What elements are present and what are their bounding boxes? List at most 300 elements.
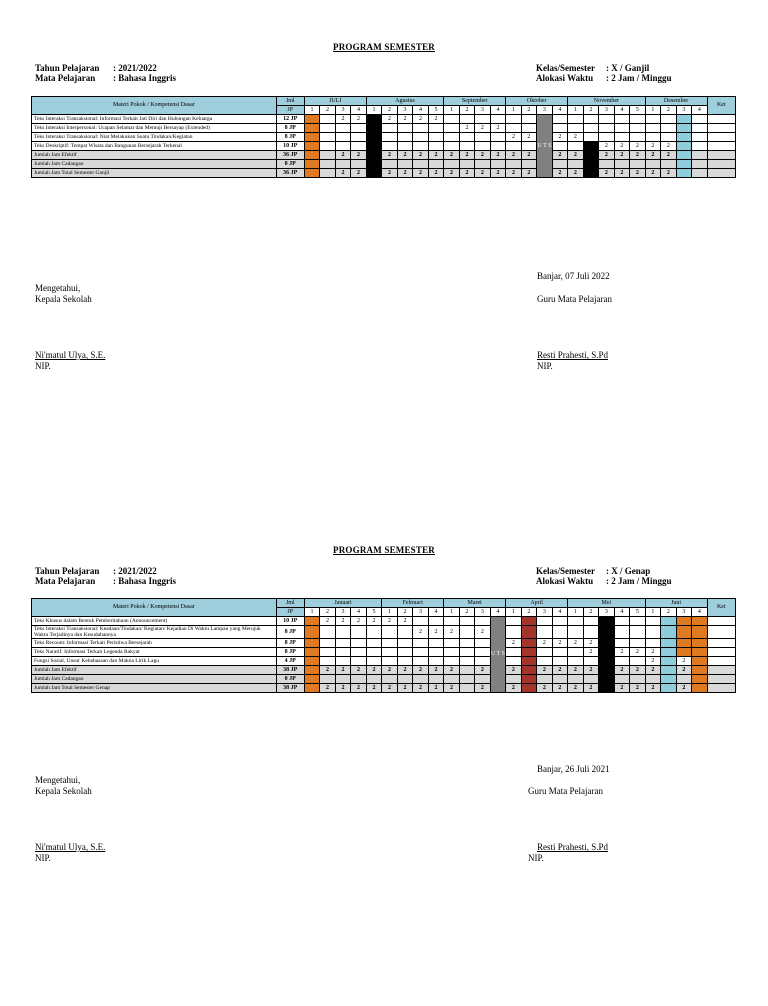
- week-cell: [320, 639, 335, 648]
- month-header: JULI: [304, 97, 366, 106]
- week-cell: [351, 648, 366, 657]
- week-cell: [475, 639, 490, 648]
- exam-cell: [521, 666, 536, 675]
- week-number: 2: [521, 608, 536, 617]
- uts-cell: U T S: [490, 617, 506, 693]
- week-cell: [459, 142, 474, 151]
- week-cell: [335, 142, 350, 151]
- week-number: 4: [692, 106, 708, 115]
- guru-name-text: Resti Prahesti, S.Pd: [537, 350, 609, 360]
- week-cell: [320, 115, 335, 124]
- jp-cell: 10 JP: [276, 142, 304, 151]
- week-cell: 2: [645, 169, 660, 178]
- week-cell: [335, 657, 350, 666]
- meta-right-genap: [536, 566, 672, 586]
- week-number: 4: [490, 608, 506, 617]
- week-number: 5: [428, 106, 444, 115]
- holiday-cell: [304, 666, 319, 675]
- week-cell: 2: [506, 639, 521, 648]
- week-cell: [459, 160, 474, 169]
- highlight-cell: [676, 124, 691, 133]
- week-cell: [444, 124, 459, 133]
- week-cell: 2: [320, 684, 335, 693]
- week-cell: 2: [428, 684, 444, 693]
- week-cell: [428, 617, 444, 626]
- mengetahui-genap: Mengetahui,: [35, 775, 81, 785]
- week-cell: [630, 626, 646, 639]
- week-cell: 2: [568, 151, 583, 160]
- week-cell: [335, 648, 350, 657]
- week-cell: [552, 617, 568, 626]
- holiday-cell: [304, 124, 319, 133]
- week-cell: [568, 142, 583, 151]
- week-number: 3: [335, 608, 350, 617]
- week-number: 4: [490, 106, 506, 115]
- week-cell: [320, 151, 335, 160]
- kepala-name-text: Ni'matul Ulya, S.E.: [35, 842, 106, 852]
- kelas-label: Kelas/Semester: [536, 63, 595, 73]
- week-cell: [568, 657, 583, 666]
- week-cell: 2: [335, 617, 350, 626]
- week-cell: 2: [490, 151, 506, 160]
- materi-cell: Teks Interaksi Transaksional: Niat Melakukan Suatu Tindakan/Kegiatan: [32, 133, 277, 142]
- week-cell: 2: [537, 666, 552, 675]
- tahun-label: Tahun Pelajaran: [35, 63, 100, 73]
- week-cell: [614, 115, 629, 124]
- highlight-cell: [661, 675, 676, 684]
- highlight-cell: [661, 639, 676, 648]
- holiday-cell: [676, 626, 691, 639]
- week-number: 3: [413, 608, 428, 617]
- week-number: 4: [552, 106, 568, 115]
- week-cell: 2: [397, 684, 412, 693]
- meta-left-genap: [35, 566, 176, 586]
- week-cell: [552, 626, 568, 639]
- jml-header: Jml: [276, 599, 304, 608]
- materi-cell: Jumlah Jam Efektif: [32, 151, 277, 160]
- week-cell: [320, 657, 335, 666]
- kepala-nip-genap: NIP.: [35, 853, 51, 863]
- holiday-cell: [304, 657, 319, 666]
- materi-header: Materi Pokok / Kompetensi Dasar: [32, 97, 277, 115]
- highlight-cell: [676, 151, 691, 160]
- week-cell: [351, 626, 366, 639]
- table-row: [32, 151, 736, 160]
- week-cell: [444, 142, 459, 151]
- week-cell: 2: [444, 626, 459, 639]
- week-cell: 2: [630, 666, 646, 675]
- week-cell: 2: [397, 169, 412, 178]
- week-cell: [537, 648, 552, 657]
- week-cell: 2: [444, 684, 459, 693]
- week-cell: [397, 124, 412, 133]
- week-cell: [521, 124, 536, 133]
- highlight-cell: [676, 169, 691, 178]
- week-cell: 2: [537, 639, 552, 648]
- week-cell: [351, 657, 366, 666]
- week-cell: [692, 151, 708, 160]
- week-cell: [382, 160, 397, 169]
- week-cell: [397, 648, 412, 657]
- week-cell: [459, 684, 474, 693]
- holiday-cell: [304, 626, 319, 639]
- week-cell: 2: [428, 666, 444, 675]
- materi-cell: Teks Khusus dalam Bentuk Pemberitahuan (Announcement): [32, 617, 277, 626]
- week-number: 1: [382, 608, 397, 617]
- week-number: 1: [645, 106, 660, 115]
- week-number: 5: [630, 608, 646, 617]
- jp-cell: 0 JP: [276, 675, 304, 684]
- week-cell: [459, 648, 474, 657]
- week-cell: [506, 160, 521, 169]
- materi-cell: Jumlah Jam Total Semester Genap: [32, 684, 277, 693]
- holiday-cell: [304, 160, 319, 169]
- week-cell: 2: [552, 666, 568, 675]
- week-cell: 2: [630, 169, 645, 178]
- week-cell: [614, 124, 629, 133]
- week-number: 3: [537, 608, 552, 617]
- week-cell: 2: [413, 169, 428, 178]
- week-cell: 2: [320, 666, 335, 675]
- week-cell: [475, 657, 490, 666]
- blocked-cell: [366, 151, 381, 160]
- jp-cell: 0 JP: [276, 160, 304, 169]
- week-cell: 2: [645, 684, 660, 693]
- kepala-name-text: Ni'matul Ulya, S.E.: [35, 350, 106, 360]
- holiday-cell: [692, 675, 708, 684]
- week-cell: [568, 675, 583, 684]
- mapel-value: : Bahasa Inggris: [113, 73, 177, 83]
- exam-cell: [521, 617, 536, 626]
- week-cell: [413, 639, 428, 648]
- holiday-cell: [304, 639, 319, 648]
- week-cell: [351, 675, 366, 684]
- jp-cell: 38 JP: [276, 666, 304, 675]
- week-cell: 2: [506, 684, 521, 693]
- week-cell: 2: [552, 151, 568, 160]
- week-number: 3: [676, 608, 691, 617]
- alokasi-label: Alokasi Waktu: [536, 576, 594, 586]
- ket-cell: [707, 666, 735, 675]
- week-number: 2: [661, 608, 676, 617]
- week-cell: 2: [335, 151, 350, 160]
- week-cell: [459, 133, 474, 142]
- jml-header: Jml: [276, 97, 304, 106]
- week-cell: [351, 160, 367, 169]
- week-cell: 2: [583, 684, 598, 693]
- kepala-label-genap: Kepala Sekolah: [35, 786, 92, 796]
- week-cell: [366, 648, 382, 657]
- week-cell: [444, 160, 459, 169]
- holiday-cell: [692, 684, 708, 693]
- week-cell: [583, 115, 598, 124]
- week-cell: [335, 124, 350, 133]
- week-cell: 2: [630, 151, 645, 160]
- blocked-cell: [583, 142, 598, 151]
- week-cell: [506, 626, 521, 639]
- holiday-cell: [692, 639, 708, 648]
- week-cell: [583, 657, 598, 666]
- week-cell: 2: [428, 626, 444, 639]
- week-cell: 2: [351, 151, 367, 160]
- week-cell: [521, 160, 536, 169]
- highlight-cell: [676, 142, 691, 151]
- week-cell: 2: [351, 617, 366, 626]
- week-cell: [645, 124, 660, 133]
- tahun-value: : 2021/2022: [113, 63, 157, 73]
- week-cell: [599, 124, 614, 133]
- week-cell: 2: [614, 169, 629, 178]
- week-number: 1: [506, 106, 521, 115]
- week-cell: 2: [599, 169, 614, 178]
- week-cell: [428, 639, 444, 648]
- week-cell: [645, 626, 660, 639]
- alokasi-value: : 2 Jam / Minggu: [606, 73, 672, 83]
- holiday-cell: [304, 617, 319, 626]
- week-cell: 2: [475, 124, 490, 133]
- week-cell: [521, 115, 536, 124]
- holiday-cell: [304, 115, 319, 124]
- week-cell: [645, 133, 660, 142]
- table-row: [32, 648, 736, 657]
- holiday-cell: [304, 169, 319, 178]
- week-cell: 2: [537, 684, 552, 693]
- week-cell: [428, 648, 444, 657]
- week-cell: [568, 115, 583, 124]
- ket-cell: [707, 684, 735, 693]
- week-cell: 2: [614, 151, 629, 160]
- week-cell: [397, 639, 412, 648]
- week-cell: [428, 657, 444, 666]
- blocked-cell: [599, 675, 614, 684]
- ket-cell: [707, 142, 735, 151]
- ket-cell: [707, 617, 735, 626]
- week-number: 5: [630, 106, 645, 115]
- jp-cell: 12 JP: [276, 115, 304, 124]
- week-cell: [630, 115, 645, 124]
- table-row: [32, 124, 736, 133]
- week-cell: [413, 160, 428, 169]
- week-cell: 2: [351, 684, 366, 693]
- week-cell: [630, 639, 646, 648]
- exam-cell: [521, 626, 536, 639]
- week-number: 1: [444, 608, 459, 617]
- week-number: 1: [304, 608, 319, 617]
- week-cell: [630, 133, 645, 142]
- guru-nip-genap: NIP.: [528, 853, 544, 863]
- week-number: 3: [397, 106, 412, 115]
- holiday-cell: [304, 675, 319, 684]
- week-cell: [552, 675, 568, 684]
- week-cell: [568, 617, 583, 626]
- guru-name-text: Resti Prahesti, S.Pd: [537, 842, 609, 852]
- week-cell: 2: [568, 684, 583, 693]
- week-cell: 2: [475, 626, 490, 639]
- week-cell: 2: [382, 151, 397, 160]
- week-number: 2: [583, 106, 598, 115]
- blocked-cell: [366, 133, 381, 142]
- month-header: September: [444, 97, 506, 106]
- meta-right-ganjil: [536, 63, 672, 83]
- month-header: Desember: [645, 97, 707, 106]
- week-number: 2: [459, 608, 474, 617]
- ket-cell: [707, 169, 735, 178]
- week-cell: 2: [661, 142, 676, 151]
- week-number: 1: [506, 608, 521, 617]
- month-header-row: [32, 599, 736, 608]
- week-cell: 2: [614, 648, 629, 657]
- week-cell: [506, 124, 521, 133]
- week-cell: [552, 124, 568, 133]
- week-cell: [428, 142, 444, 151]
- week-cell: [382, 648, 397, 657]
- jp-header: JP: [276, 106, 304, 115]
- materi-cell: Jumlah Jam Cadangan: [32, 160, 277, 169]
- materi-cell: Fungsi Sosial, Unsur Kebahasaan dan Makna Lirik Lagu: [32, 657, 277, 666]
- week-cell: 2: [630, 648, 646, 657]
- holiday-cell: [692, 666, 708, 675]
- week-cell: [459, 617, 474, 626]
- mapel-value: : Bahasa Inggris: [113, 576, 177, 586]
- week-cell: [692, 160, 708, 169]
- week-cell: [444, 133, 459, 142]
- blocked-cell: [366, 169, 381, 178]
- week-cell: [351, 639, 366, 648]
- week-cell: 2: [366, 617, 382, 626]
- week-cell: [630, 617, 646, 626]
- week-cell: [320, 142, 335, 151]
- week-cell: 2: [568, 666, 583, 675]
- week-cell: [506, 617, 521, 626]
- week-cell: 2: [397, 617, 412, 626]
- month-header: November: [568, 97, 645, 106]
- week-cell: [552, 115, 568, 124]
- week-cell: [335, 160, 350, 169]
- materi-cell: Jumlah Jam Cadangan: [32, 675, 277, 684]
- blocked-cell: [583, 151, 598, 160]
- week-cell: [552, 142, 568, 151]
- week-cell: [382, 675, 397, 684]
- week-cell: 2: [475, 169, 490, 178]
- holiday-cell: [692, 657, 708, 666]
- week-cell: [583, 124, 598, 133]
- week-cell: [320, 626, 335, 639]
- week-cell: [320, 169, 335, 178]
- week-number: 3: [475, 106, 490, 115]
- exam-cell: [521, 648, 536, 657]
- week-cell: [506, 657, 521, 666]
- week-cell: [413, 124, 428, 133]
- highlight-cell: [676, 133, 691, 142]
- month-header: Oktober: [506, 97, 568, 106]
- holiday-cell: [304, 648, 319, 657]
- week-cell: 2: [335, 666, 350, 675]
- jp-cell: 10 JP: [276, 617, 304, 626]
- place-date-genap: Banjar, 26 Juli 2021: [537, 764, 610, 774]
- week-cell: [552, 648, 568, 657]
- table-row: [32, 675, 736, 684]
- materi-cell: Jumlah Jam Efektif: [32, 666, 277, 675]
- materi-cell: Teks Interaksi Interpersonal: Ucapan Selamat dan Memuji Bersayap (Extended): [32, 124, 277, 133]
- blocked-cell: [366, 160, 381, 169]
- week-cell: 2: [583, 666, 598, 675]
- week-cell: 2: [645, 151, 660, 160]
- week-cell: [444, 639, 459, 648]
- week-cell: 2: [506, 151, 521, 160]
- week-number: 4: [351, 106, 367, 115]
- week-cell: 2: [506, 133, 521, 142]
- week-cell: [614, 626, 629, 639]
- week-cell: 2: [676, 657, 691, 666]
- week-cell: [320, 160, 335, 169]
- holiday-cell: [676, 648, 691, 657]
- week-cell: 2: [351, 169, 367, 178]
- exam-cell: [521, 639, 536, 648]
- week-cell: 2: [366, 666, 382, 675]
- guru-label-genap: Guru Mata Pelajaran: [528, 786, 603, 796]
- jp-cell: 8 JP: [276, 648, 304, 657]
- materi-header: Materi Pokok / Kompetensi Dasar: [32, 599, 277, 617]
- ket-cell: [707, 626, 735, 639]
- week-cell: [382, 626, 397, 639]
- week-number: 2: [661, 106, 676, 115]
- week-cell: 2: [661, 151, 676, 160]
- kelas-value: : X / Ganjil: [606, 63, 650, 73]
- week-cell: [692, 133, 708, 142]
- week-cell: 2: [521, 151, 536, 160]
- week-cell: 2: [397, 666, 412, 675]
- highlight-cell: [661, 617, 676, 626]
- week-cell: 2: [413, 151, 428, 160]
- week-cell: 2: [413, 115, 428, 124]
- week-number: 1: [444, 106, 459, 115]
- kepala-nip-ganjil: NIP.: [35, 361, 51, 371]
- week-cell: [614, 639, 629, 648]
- week-cell: 2: [351, 115, 367, 124]
- week-cell: [583, 617, 598, 626]
- week-cell: [614, 617, 629, 626]
- week-cell: [459, 626, 474, 639]
- week-cell: [444, 115, 459, 124]
- week-cell: [506, 675, 521, 684]
- week-cell: [444, 675, 459, 684]
- week-number: 3: [537, 106, 552, 115]
- jp-cell: 4 JP: [276, 657, 304, 666]
- week-cell: [661, 115, 676, 124]
- week-number: 1: [366, 106, 381, 115]
- month-header: April: [506, 599, 568, 608]
- week-number: 2: [583, 608, 598, 617]
- week-cell: 2: [645, 657, 660, 666]
- month-header-row: [32, 97, 736, 106]
- week-cell: 2: [382, 169, 397, 178]
- week-cell: [599, 115, 614, 124]
- week-number: 1: [304, 106, 319, 115]
- week-cell: [614, 133, 629, 142]
- week-cell: [413, 133, 428, 142]
- table-row: [32, 666, 736, 675]
- week-cell: [630, 675, 646, 684]
- tahun-value: : 2021/2022: [113, 566, 157, 576]
- holiday-cell: [692, 648, 708, 657]
- week-cell: [583, 626, 598, 639]
- holiday-cell: [304, 142, 319, 151]
- week-cell: [320, 675, 335, 684]
- week-cell: [583, 133, 598, 142]
- week-cell: 2: [568, 133, 583, 142]
- blocked-cell: [599, 648, 614, 657]
- week-cell: [568, 124, 583, 133]
